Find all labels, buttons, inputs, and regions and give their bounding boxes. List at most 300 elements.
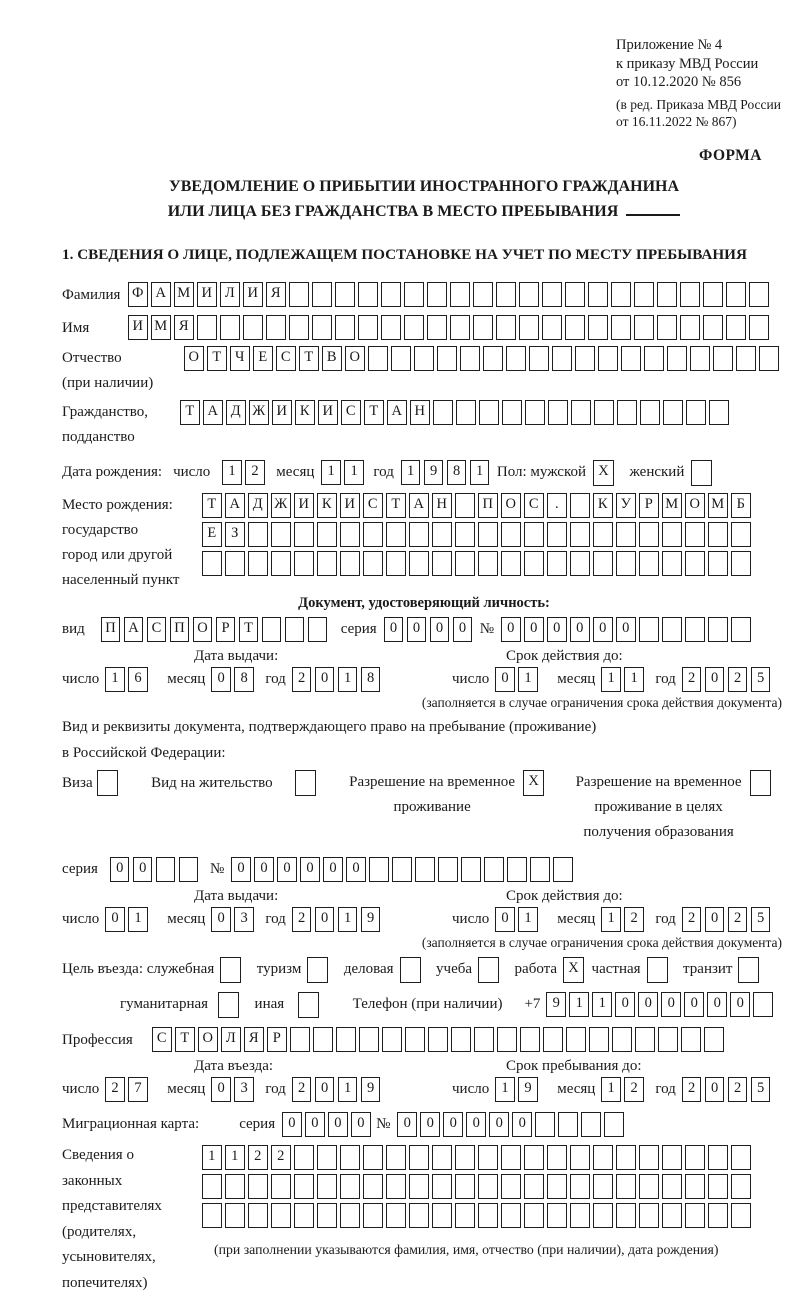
form-cell[interactable]: Т (299, 346, 319, 371)
form-cell[interactable]: 1 (495, 1077, 515, 1102)
form-cell[interactable] (685, 617, 705, 642)
form-cell[interactable] (680, 282, 700, 307)
form-cell[interactable] (547, 551, 567, 576)
form-cell[interactable]: О (501, 493, 521, 518)
form-cell[interactable] (708, 1174, 728, 1199)
form-cell[interactable] (593, 522, 613, 547)
form-cell[interactable] (340, 1203, 360, 1228)
form-cell[interactable] (478, 551, 498, 576)
form-cell[interactable]: Л (221, 1027, 241, 1052)
form-cell[interactable]: 0 (328, 1112, 348, 1137)
form-cell[interactable] (478, 957, 499, 983)
form-cell[interactable]: Ф (128, 282, 148, 307)
form-cell[interactable] (197, 315, 217, 340)
form-cell[interactable] (455, 522, 475, 547)
form-cell[interactable] (635, 1027, 655, 1052)
form-cell[interactable] (667, 346, 687, 371)
form-cell[interactable] (542, 282, 562, 307)
form-cell[interactable] (616, 551, 636, 576)
form-cell[interactable]: 0 (593, 617, 613, 642)
form-cell[interactable] (736, 346, 756, 371)
form-cell[interactable] (409, 1145, 429, 1170)
form-cell[interactable]: Я (244, 1027, 264, 1052)
form-cell[interactable] (658, 1027, 678, 1052)
form-cell[interactable]: И (340, 493, 360, 518)
form-cell[interactable] (359, 1027, 379, 1052)
form-cell[interactable] (685, 1174, 705, 1199)
form-cell[interactable] (520, 1027, 540, 1052)
form-cell[interactable] (662, 551, 682, 576)
form-cell[interactable]: 1 (222, 460, 242, 485)
form-cell[interactable] (639, 1203, 659, 1228)
form-cell[interactable]: Т (175, 1027, 195, 1052)
form-cell[interactable] (612, 1027, 632, 1052)
form-cell[interactable] (248, 522, 268, 547)
form-cell[interactable]: С (147, 617, 167, 642)
form-cell[interactable]: 2 (271, 1145, 291, 1170)
form-cell[interactable] (313, 1027, 333, 1052)
form-cell[interactable] (248, 1174, 268, 1199)
form-cell[interactable] (473, 315, 493, 340)
form-cell[interactable] (432, 1203, 452, 1228)
form-cell[interactable]: X (593, 460, 614, 486)
form-cell[interactable]: X (523, 770, 544, 796)
form-cell[interactable] (708, 1145, 728, 1170)
form-cell[interactable] (386, 551, 406, 576)
form-cell[interactable]: Н (432, 493, 452, 518)
form-cell[interactable] (750, 770, 771, 796)
form-cell[interactable]: О (193, 617, 213, 642)
form-cell[interactable]: 2 (245, 460, 265, 485)
form-cell[interactable] (501, 1174, 521, 1199)
form-cell[interactable] (455, 551, 475, 576)
form-cell[interactable]: Т (180, 400, 200, 425)
form-cell[interactable]: 1 (338, 1077, 358, 1102)
form-cell[interactable]: 2 (682, 907, 702, 932)
form-cell[interactable]: 0 (638, 992, 658, 1017)
form-cell[interactable] (307, 957, 328, 983)
form-cell[interactable] (708, 617, 728, 642)
form-cell[interactable]: 3 (234, 1077, 254, 1102)
form-cell[interactable] (478, 1203, 498, 1228)
form-cell[interactable]: 0 (305, 1112, 325, 1137)
form-cell[interactable] (409, 522, 429, 547)
form-cell[interactable] (657, 315, 677, 340)
form-cell[interactable]: 0 (315, 667, 335, 692)
form-cell[interactable] (616, 522, 636, 547)
form-cell[interactable] (381, 282, 401, 307)
form-cell[interactable]: Д (248, 493, 268, 518)
form-cell[interactable]: Н (410, 400, 430, 425)
form-cell[interactable] (611, 315, 631, 340)
form-cell[interactable] (553, 857, 573, 882)
form-cell[interactable]: 1 (344, 460, 364, 485)
form-cell[interactable]: 2 (248, 1145, 268, 1170)
form-cell[interactable] (647, 957, 668, 983)
form-cell[interactable] (294, 551, 314, 576)
form-cell[interactable] (570, 493, 590, 518)
form-cell[interactable] (753, 992, 773, 1017)
form-cell[interactable]: Л (220, 282, 240, 307)
form-cell[interactable] (317, 551, 337, 576)
form-cell[interactable]: Е (253, 346, 273, 371)
form-cell[interactable] (202, 551, 222, 576)
form-cell[interactable] (317, 1203, 337, 1228)
form-cell[interactable]: У (616, 493, 636, 518)
form-cell[interactable] (604, 1112, 624, 1137)
form-cell[interactable] (386, 1145, 406, 1170)
form-cell[interactable]: 0 (430, 617, 450, 642)
form-cell[interactable] (340, 1174, 360, 1199)
form-cell[interactable] (335, 282, 355, 307)
form-cell[interactable] (386, 1174, 406, 1199)
form-cell[interactable]: 1 (128, 907, 148, 932)
form-cell[interactable]: 2 (292, 667, 312, 692)
form-cell[interactable] (565, 282, 585, 307)
form-cell[interactable]: Т (386, 493, 406, 518)
form-cell[interactable]: 1 (470, 460, 490, 485)
form-cell[interactable] (484, 857, 504, 882)
form-cell[interactable]: 8 (234, 667, 254, 692)
form-cell[interactable] (662, 1145, 682, 1170)
form-cell[interactable] (312, 315, 332, 340)
form-cell[interactable]: О (184, 346, 204, 371)
form-cell[interactable]: 0 (707, 992, 727, 1017)
form-cell[interactable] (639, 1145, 659, 1170)
form-cell[interactable]: 1 (225, 1145, 245, 1170)
form-cell[interactable] (616, 1203, 636, 1228)
form-cell[interactable] (474, 1027, 494, 1052)
form-cell[interactable]: Д (226, 400, 246, 425)
form-cell[interactable] (662, 522, 682, 547)
form-cell[interactable]: 1 (338, 667, 358, 692)
form-cell[interactable]: 1 (401, 460, 421, 485)
form-cell[interactable]: Т (202, 493, 222, 518)
form-cell[interactable]: 0 (323, 857, 343, 882)
form-cell[interactable] (294, 1203, 314, 1228)
form-cell[interactable]: С (363, 493, 383, 518)
form-cell[interactable]: 0 (231, 857, 251, 882)
form-cell[interactable] (530, 857, 550, 882)
form-cell[interactable] (639, 1174, 659, 1199)
form-cell[interactable] (552, 346, 572, 371)
form-cell[interactable] (570, 522, 590, 547)
form-cell[interactable] (535, 1112, 555, 1137)
form-cell[interactable]: 0 (705, 667, 725, 692)
form-cell[interactable]: 1 (338, 907, 358, 932)
form-cell[interactable]: Р (639, 493, 659, 518)
form-cell[interactable] (690, 346, 710, 371)
form-cell[interactable]: С (152, 1027, 172, 1052)
form-cell[interactable]: О (345, 346, 365, 371)
form-cell[interactable] (524, 1174, 544, 1199)
form-cell[interactable]: 0 (730, 992, 750, 1017)
form-cell[interactable] (432, 551, 452, 576)
form-cell[interactable] (409, 1203, 429, 1228)
form-cell[interactable] (358, 282, 378, 307)
form-cell[interactable] (415, 857, 435, 882)
form-cell[interactable] (663, 400, 683, 425)
form-cell[interactable]: 2 (624, 907, 644, 932)
form-cell[interactable]: 0 (211, 667, 231, 692)
form-cell[interactable] (588, 282, 608, 307)
form-cell[interactable] (708, 551, 728, 576)
form-cell[interactable] (496, 315, 516, 340)
form-cell[interactable] (336, 1027, 356, 1052)
form-cell[interactable]: 2 (728, 1077, 748, 1102)
form-cell[interactable] (558, 1112, 578, 1137)
form-cell[interactable]: 0 (512, 1112, 532, 1137)
form-cell[interactable] (749, 282, 769, 307)
form-cell[interactable]: А (151, 282, 171, 307)
form-cell[interactable]: А (409, 493, 429, 518)
form-cell[interactable] (294, 1174, 314, 1199)
form-cell[interactable] (156, 857, 176, 882)
form-cell[interactable]: 0 (110, 857, 130, 882)
form-cell[interactable] (738, 957, 759, 983)
form-cell[interactable]: К (317, 493, 337, 518)
form-cell[interactable] (685, 1145, 705, 1170)
form-cell[interactable] (363, 551, 383, 576)
form-cell[interactable]: О (198, 1027, 218, 1052)
form-cell[interactable] (427, 282, 447, 307)
form-cell[interactable] (248, 1203, 268, 1228)
form-cell[interactable] (363, 1203, 383, 1228)
form-cell[interactable] (691, 460, 712, 486)
form-cell[interactable]: 1 (518, 907, 538, 932)
form-cell[interactable]: 2 (728, 667, 748, 692)
form-cell[interactable] (686, 400, 706, 425)
form-cell[interactable] (368, 346, 388, 371)
form-cell[interactable]: Я (266, 282, 286, 307)
form-cell[interactable] (243, 315, 263, 340)
form-cell[interactable] (335, 315, 355, 340)
form-cell[interactable] (404, 282, 424, 307)
form-cell[interactable]: 0 (616, 617, 636, 642)
form-cell[interactable] (731, 1203, 751, 1228)
form-cell[interactable] (611, 282, 631, 307)
form-cell[interactable] (547, 1203, 567, 1228)
form-cell[interactable]: Р (216, 617, 236, 642)
form-cell[interactable] (598, 346, 618, 371)
form-cell[interactable] (703, 315, 723, 340)
form-cell[interactable] (202, 1174, 222, 1199)
form-cell[interactable] (749, 315, 769, 340)
form-cell[interactable]: Ж (249, 400, 269, 425)
form-cell[interactable] (524, 522, 544, 547)
form-cell[interactable] (708, 522, 728, 547)
form-cell[interactable] (409, 551, 429, 576)
form-cell[interactable] (726, 282, 746, 307)
form-cell[interactable] (455, 1174, 475, 1199)
form-cell[interactable] (634, 282, 654, 307)
form-cell[interactable]: 9 (518, 1077, 538, 1102)
form-cell[interactable]: Т (239, 617, 259, 642)
form-cell[interactable]: А (203, 400, 223, 425)
form-cell[interactable] (391, 346, 411, 371)
form-cell[interactable] (317, 1145, 337, 1170)
form-cell[interactable] (312, 282, 332, 307)
form-cell[interactable] (507, 857, 527, 882)
form-cell[interactable] (381, 315, 401, 340)
form-cell[interactable] (271, 1203, 291, 1228)
form-cell[interactable]: А (225, 493, 245, 518)
form-cell[interactable] (225, 551, 245, 576)
form-cell[interactable] (432, 1174, 452, 1199)
form-cell[interactable] (248, 551, 268, 576)
form-cell[interactable]: 7 (128, 1077, 148, 1102)
form-cell[interactable] (708, 1203, 728, 1228)
form-cell[interactable] (266, 315, 286, 340)
form-cell[interactable]: 0 (615, 992, 635, 1017)
form-cell[interactable] (450, 315, 470, 340)
form-cell[interactable] (455, 493, 475, 518)
form-cell[interactable]: 1 (518, 667, 538, 692)
form-cell[interactable] (616, 1145, 636, 1170)
form-cell[interactable] (543, 1027, 563, 1052)
form-cell[interactable] (662, 1174, 682, 1199)
form-cell[interactable]: 0 (684, 992, 704, 1017)
form-cell[interactable]: 5 (751, 907, 771, 932)
form-cell[interactable] (400, 957, 421, 983)
form-cell[interactable] (262, 617, 282, 642)
form-cell[interactable] (455, 1203, 475, 1228)
form-cell[interactable]: К (295, 400, 315, 425)
form-cell[interactable] (483, 346, 503, 371)
form-cell[interactable]: 0 (351, 1112, 371, 1137)
form-cell[interactable]: 0 (661, 992, 681, 1017)
form-cell[interactable]: 0 (282, 1112, 302, 1137)
form-cell[interactable] (478, 522, 498, 547)
form-cell[interactable]: 0 (501, 617, 521, 642)
form-cell[interactable] (548, 400, 568, 425)
form-cell[interactable] (640, 400, 660, 425)
form-cell[interactable] (218, 992, 239, 1018)
form-cell[interactable] (570, 1145, 590, 1170)
form-cell[interactable] (369, 857, 389, 882)
form-cell[interactable] (455, 1145, 475, 1170)
form-cell[interactable] (547, 522, 567, 547)
form-cell[interactable] (570, 1174, 590, 1199)
form-cell[interactable]: 0 (547, 617, 567, 642)
form-cell[interactable] (363, 522, 383, 547)
form-cell[interactable] (432, 1145, 452, 1170)
form-cell[interactable] (588, 315, 608, 340)
form-cell[interactable] (97, 770, 118, 796)
form-cell[interactable] (271, 551, 291, 576)
form-cell[interactable] (681, 1027, 701, 1052)
form-cell[interactable] (519, 282, 539, 307)
form-cell[interactable] (589, 1027, 609, 1052)
form-cell[interactable] (525, 400, 545, 425)
form-cell[interactable] (340, 522, 360, 547)
form-cell[interactable] (639, 522, 659, 547)
form-cell[interactable] (225, 1203, 245, 1228)
form-cell[interactable] (524, 1145, 544, 1170)
form-cell[interactable] (704, 1027, 724, 1052)
form-cell[interactable] (179, 857, 199, 882)
form-cell[interactable] (502, 400, 522, 425)
form-cell[interactable] (289, 315, 309, 340)
form-cell[interactable]: 0 (105, 907, 125, 932)
form-cell[interactable] (685, 522, 705, 547)
form-cell[interactable] (427, 315, 447, 340)
form-cell[interactable] (409, 1174, 429, 1199)
form-cell[interactable] (616, 1174, 636, 1199)
form-cell[interactable]: 9 (546, 992, 566, 1017)
form-cell[interactable] (308, 617, 328, 642)
form-cell[interactable]: 2 (728, 907, 748, 932)
form-cell[interactable] (225, 1174, 245, 1199)
form-cell[interactable]: Е (202, 522, 222, 547)
form-cell[interactable]: 2 (292, 1077, 312, 1102)
form-cell[interactable] (298, 992, 319, 1018)
form-cell[interactable]: 9 (361, 907, 381, 932)
form-cell[interactable] (685, 1203, 705, 1228)
form-cell[interactable] (358, 315, 378, 340)
form-cell[interactable] (731, 617, 751, 642)
form-cell[interactable]: 0 (315, 1077, 335, 1102)
form-cell[interactable] (703, 282, 723, 307)
form-cell[interactable]: 0 (495, 667, 515, 692)
form-cell[interactable]: С (341, 400, 361, 425)
form-cell[interactable]: И (294, 493, 314, 518)
form-cell[interactable] (473, 282, 493, 307)
form-cell[interactable]: В (322, 346, 342, 371)
form-cell[interactable] (496, 282, 516, 307)
form-cell[interactable] (524, 551, 544, 576)
form-cell[interactable] (478, 1174, 498, 1199)
form-cell[interactable] (202, 1203, 222, 1228)
form-cell[interactable]: . (547, 493, 567, 518)
form-cell[interactable]: 0 (277, 857, 297, 882)
form-cell[interactable]: 1 (321, 460, 341, 485)
form-cell[interactable] (547, 1145, 567, 1170)
form-cell[interactable] (290, 1027, 310, 1052)
form-cell[interactable] (621, 346, 641, 371)
form-cell[interactable]: С (524, 493, 544, 518)
form-cell[interactable]: И (197, 282, 217, 307)
form-cell[interactable] (662, 1203, 682, 1228)
form-cell[interactable] (639, 551, 659, 576)
form-cell[interactable]: 0 (133, 857, 153, 882)
form-cell[interactable] (317, 1174, 337, 1199)
form-cell[interactable]: 6 (128, 667, 148, 692)
form-cell[interactable] (295, 770, 316, 796)
form-cell[interactable]: Т (364, 400, 384, 425)
form-cell[interactable]: Б (731, 493, 751, 518)
form-cell[interactable] (726, 315, 746, 340)
form-cell[interactable]: И (243, 282, 263, 307)
form-cell[interactable] (461, 857, 481, 882)
form-cell[interactable] (639, 617, 659, 642)
form-cell[interactable] (478, 1145, 498, 1170)
form-cell[interactable] (634, 315, 654, 340)
form-cell[interactable]: 0 (443, 1112, 463, 1137)
form-cell[interactable] (363, 1174, 383, 1199)
form-cell[interactable] (220, 315, 240, 340)
form-cell[interactable] (571, 400, 591, 425)
form-cell[interactable]: 5 (751, 1077, 771, 1102)
form-cell[interactable]: П (170, 617, 190, 642)
form-cell[interactable] (432, 522, 452, 547)
form-cell[interactable] (497, 1027, 517, 1052)
form-cell[interactable] (570, 1203, 590, 1228)
form-cell[interactable]: 0 (407, 617, 427, 642)
form-cell[interactable]: X (563, 957, 584, 983)
form-cell[interactable] (405, 1027, 425, 1052)
form-cell[interactable] (617, 400, 637, 425)
